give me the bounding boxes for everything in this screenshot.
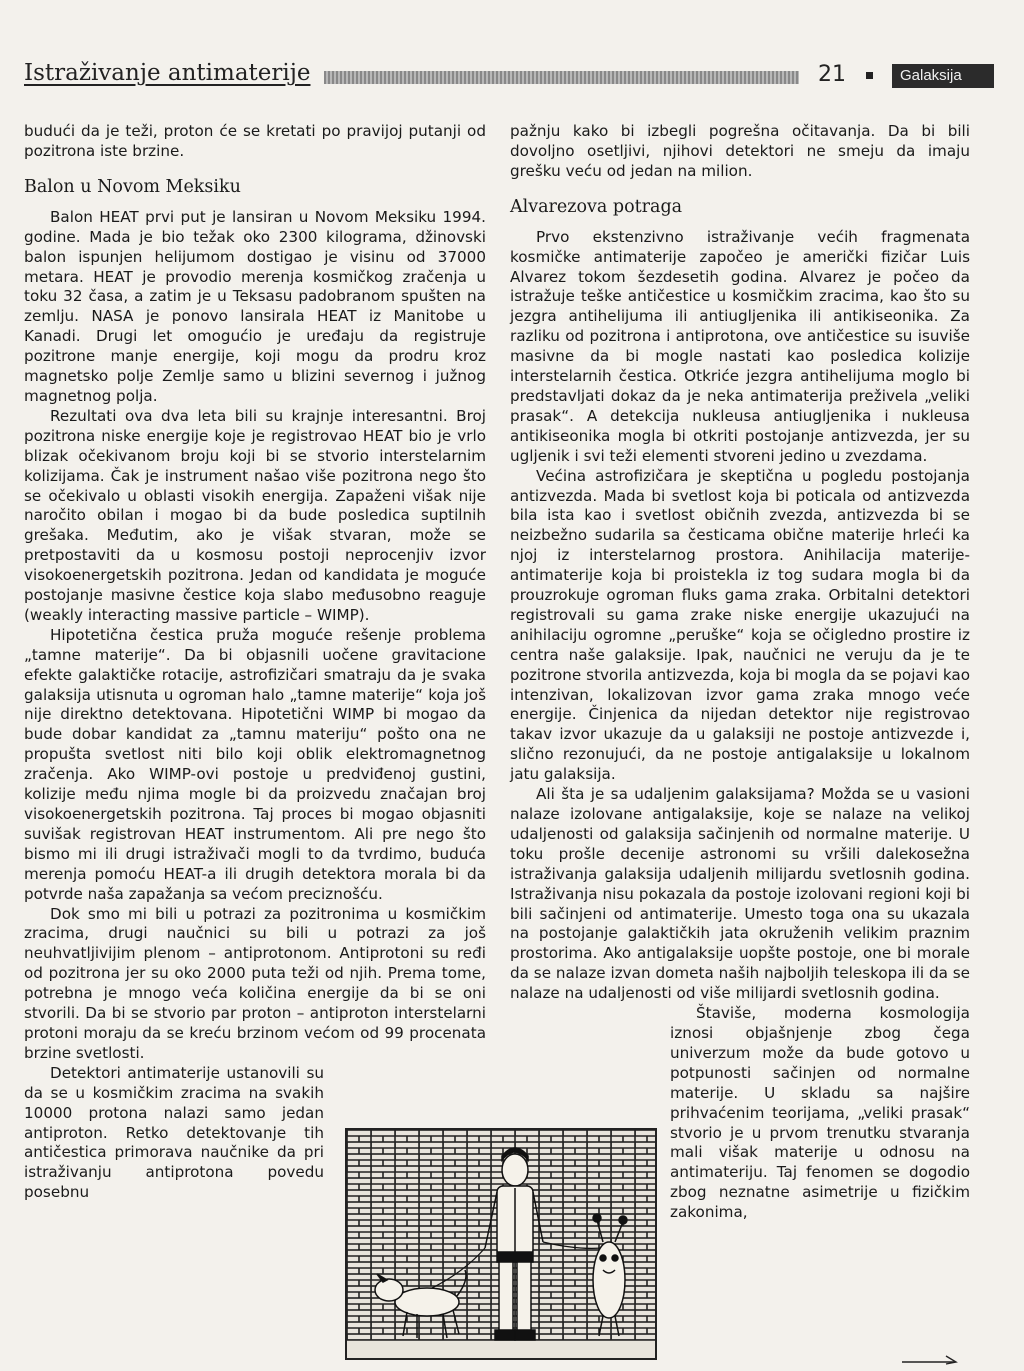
magazine-tag: Galaksija bbox=[892, 64, 994, 88]
paragraph: Prvo ekstenzivno istraživanje većih fragmenata kosmičke antimaterije započeo je američki fizičar Luis Alvarez tokom šezdesetih godina. Alvarez je počeo da istražuje teške antičestice u kosmičkim zracima, kao što su jezgra antihelijuma ili antiugljenika ili antikiseonika. Za razliku od pozitrona i antiprotona, ove antičestice su isuviše masivne da bi mogle nastati kao posledica kolizije interstelarnih čestica. Otkriće jezgra antihelijuma moglo bi predstavljati dokaz da je neka antimaterija preživela „veliki prasak“. A detekcija nukleusa antiugljenika i nukleusa antikiseonika mogla bi otkriti postojanje antizvezda, jer su ugljenik i svi teži elementi stvoreni jedino u zvezdama. bbox=[510, 227, 970, 465]
header-bullet bbox=[866, 72, 873, 79]
paragraph: Rezultati ova dva leta bili su krajnje interesantni. Broj pozitrona niske energije koje je registrovao HEAT bio je vrlo blizak očekivanom broju koji bi se stvorio interstelarnim kolizijama. Čak je instrument našao više pozitrona nego što se očekivalo u oblasti visokih energija. Zapaženi višak nije naročito obilan i mogao bi da bude posledica suptilnih grešaka. Međutim, ako je višak stvaran, može se pretpostaviti da u kosmosu postoji neprocenjiv izvor visokoenergetskih pozitrona. Jedan od kandidata je moguće postojanje masivne čestice koja slabo međusobno reaguje (weakly interacting massive particle – WIMP). bbox=[24, 406, 486, 624]
cartoon-illustration bbox=[345, 1128, 657, 1360]
section-heading: Balon u Novom Meksiku bbox=[24, 176, 241, 197]
man-walking-dog-and-alien-cartoon-icon bbox=[347, 1130, 655, 1358]
left-column bbox=[24, 122, 486, 1203]
paragraph: Dok smo mi bili u potrazi za pozitronima u kosmičkim zracima, drugi naučnici su bili u potrazi za još neuhvatljivijim plenom – antiprotonom. Antiprotoni su ređi od pozitrona jer su oko 2000 puta teži od njih. Prema tome, potrebna je mnogo veća količina energije da bi se oni stvorili. Da bi se stvorio par proton – antiproton interstelarni protoni moraju da se kreću brzinom većom od 99 procenata brzine svetlosti. bbox=[24, 904, 486, 1062]
continue-arrow-icon bbox=[900, 1350, 960, 1366]
right-column bbox=[510, 122, 970, 1223]
section-title: Istraživanje antimaterije bbox=[24, 60, 324, 86]
paragraph: budući da je teži, proton će se kretati po pravijoj putanji od pozitrona iste brzine. bbox=[24, 122, 486, 160]
paragraph: Detektori antimaterije ustanovili su da se u kosmičkim zracima na svakih 10000 protona nalazi samo jedan antiproton. Retko detektovanje tih antičestica primorava naučnike da pri istraživanju antiprotona povedu posebnu bbox=[24, 1063, 324, 1202]
paragraph: Ali šta je sa udaljenim galaksijama? Možda se u vasioni nalaze izolovane antigalaksije, koje se nalaze na velikoj udaljenosti od galaksija sačinjenih od normalne materije. U toku prošle decenije astronomi su vršili dalekosežna istraživanja galaksija udaljenih milijardu svetlosnih godina. Istraživanja nisu pokazala da postoje izolovani regioni koji bi bili sačinjeni od antimaterije. Umesto toga ona su ukazala na postojanje galaktičkih jata okruženih velikim praznim prostorima. Ako antigalaksije uopšte postoje, one bi morale da se nalaze izvan dometa naših najboljih teleskopa ili da se nalaze na udaljenosti od više milijardi svetlosnih godina. bbox=[510, 785, 970, 1003]
section-heading: Alvarezova potraga bbox=[510, 196, 683, 217]
paragraph: Štaviše, moderna kosmologija iznosi objašnjenje zbog čega univerzum može da bude gotovo u potpunosti sačinjen od normalne materije. U skladu sa najšire prihvaćenim teorijama, „veliki prasak“ stvorio je u prvom trenutku stvaranja mali višak materije u odnosu na antimateriju. Taj fenomen se dogodio zbog neznatne asimetrije u fizičkim zakonima, bbox=[670, 1004, 970, 1222]
page-number: 21 bbox=[814, 62, 850, 87]
paragraph: Većina astrofizičara je skeptična u pogledu postojanja antizvezda. Mada bi svetlost koja bi poticala od antizvezda bila ista kao i svetlost običnih zvezda, antizvezda bi se neizbežno sudarila sa česticama obične materije hrleći ka njoj iz interstelarnog prostora. Anihilacija materije-antimaterije koja bi proistekla iz tog sudara mogla bi da prouzrokuje ogroman fluks gama zraka. Orbitalni detektori registrovali su gama zrake niske energije ukazujući na anihilaciju ogromne „peruške“ koja se očigledno prostire iz centra naše galaksije. Ipak, naučnici ne veruju da je te pozitrone stvorila antizvezda, koja bi mogla da se pojavi kao intenzivan, lokalizovan izvor gama zraka mnogo veće energije. Činjenica da nijedan detektor nije registrovao takav izvor ukazuje da u galaksiji ne postoje antizvezde i, slično rezonujući, da ne postoje antigalaksije u lokalnom jatu galaksija. bbox=[510, 466, 970, 784]
page-header bbox=[24, 60, 974, 96]
paragraph: Hipotetična čestica pruža moguće rešenje problema „tamne materije“. Da bi objasnili uočene gravitacione efekte galaktičke rotacije, astrofizičari smatraju da je svaka galaksija utisnuta u ogroman halo „tamne materije“ koja još nije direktno detektovana. Hipotetični WIMP bi mogao da bude dobar kandidat za „tamnu materiju“ pošto ona ne propušta svetlost niti bilo koji oblik elektromagnetnog zračenja. Ako WIMP-ovi postoje u predviđenoj gustini, kolizije među njima mogle bi da proizvedu značajan broj visokoenergetskih pozitrona. Taj proces bi mogao objasniti suvišak registrovan HEAT instrumentom. Ali pre nego što bismo mi ili drugi istraživači mogli to da tvrdimo, buduća merenja pomoću HEAT-a ili drugih detektora morala bi da potvrde naša zapažanja sa većom preciznošću. bbox=[24, 625, 486, 903]
paragraph: pažnju kako bi izbegli pogrešna očitavanja. Da bi bili dovoljno osetljivi, njihovi detektori ne smeju da imaju grešku veću od jedan na milion. bbox=[510, 122, 970, 180]
paragraph: Balon HEAT prvi put je lansiran u Novom Meksiku 1994. godine. Mada je bio težak oko 2300 kilograma, džinovski balon ispunjen helijumom dostigao je visinu od 37000 metara. HEAT je provodio merenja kosmičkog zračenja u toku 32 časa, a zatim je u Teksasu padobranom spušten na zemlju. NASA je ponovo lansirala HEAT iz Manitobe u Kanadi. Drugi let omogućio je uređaju da registruje pozitrone manje energije, koji mogu da prodru kroz magnetsko polje Zemlje samo u blizini severnog i južnog magnetnog polja. bbox=[24, 207, 486, 405]
